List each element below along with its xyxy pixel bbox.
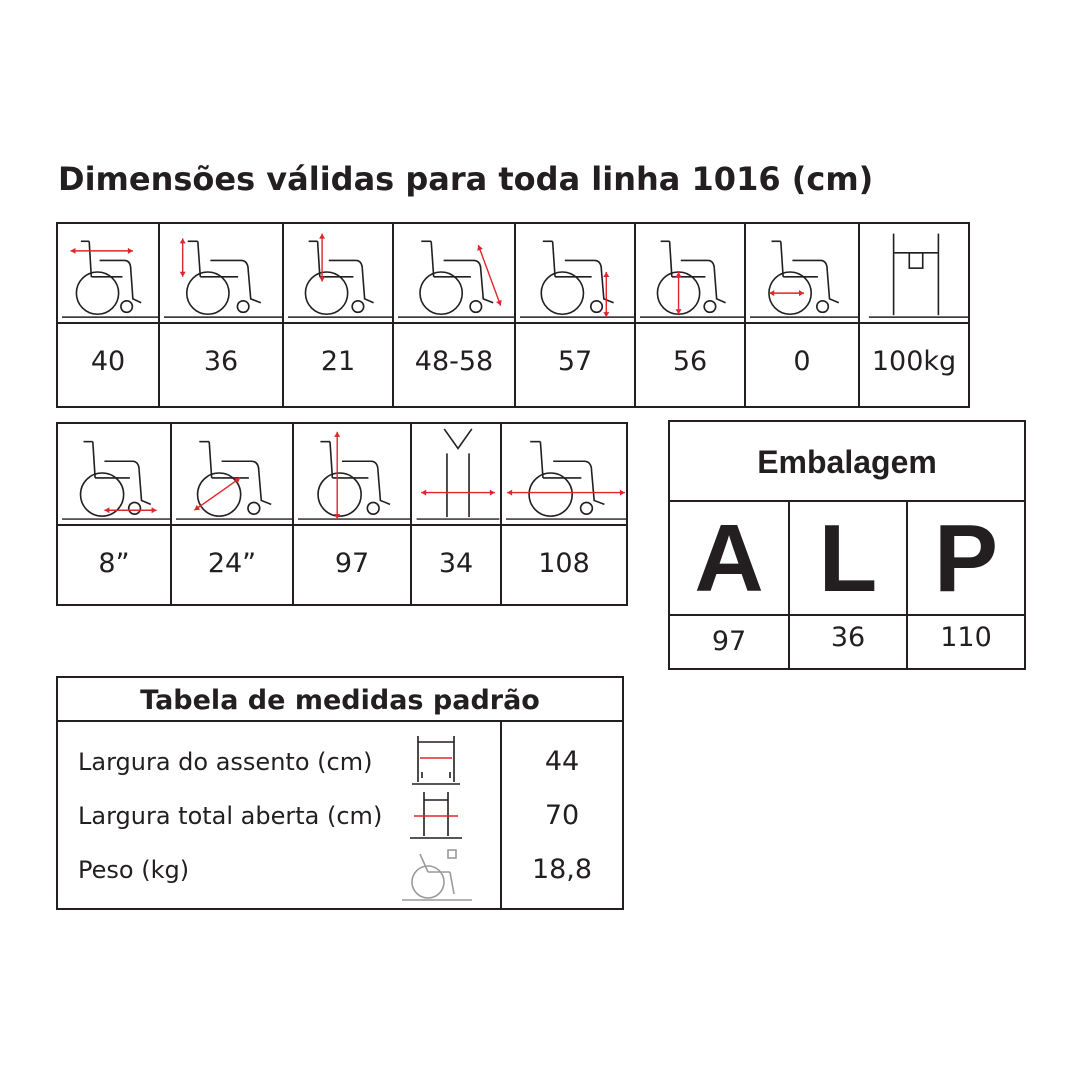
r1-value-0: 40	[90, 346, 126, 377]
wheelchair-total-height-icon-drawing	[294, 424, 414, 522]
embalagem-title: Embalagem	[757, 444, 937, 480]
tabela-value-open-width: 70	[544, 800, 580, 831]
wheelchair-rear-wheel-size-icon	[170, 422, 294, 526]
r2-value-1: 24”	[207, 548, 257, 579]
wheelchair-folded-width-icon	[410, 422, 502, 526]
embalagem-header	[668, 420, 1026, 502]
r2-value-3: 34	[438, 548, 474, 579]
embalagem-value-cell-l	[788, 614, 908, 670]
r1-value-cell-3	[392, 322, 516, 408]
embalagem-letter-cell-a	[668, 500, 790, 616]
r1-value-cell-5	[634, 322, 746, 408]
wheelchair-front-caster-icon-drawing	[58, 424, 174, 522]
open-width-icon	[410, 792, 462, 838]
tabela-value-seat-width: 44	[544, 746, 580, 777]
wheelchair-folded-width-icon-drawing	[412, 424, 504, 522]
r1-value-2: 21	[320, 346, 356, 377]
r1-value-cell-2	[282, 322, 394, 408]
tabela-header	[56, 676, 624, 722]
weight-icon	[402, 850, 472, 900]
wheelchair-total-length-icon	[500, 422, 628, 526]
r1-value-cell-6	[744, 322, 860, 408]
r2-value-cell-2	[292, 524, 412, 606]
embalagem-value-cell-a	[668, 614, 790, 670]
r2-value-0: 8”	[98, 548, 130, 579]
embalagem-letter-l: L	[818, 505, 878, 612]
tabela-row-label-weight: Peso (kg)	[78, 856, 190, 884]
wheelchair-wheel-height-icon	[634, 222, 746, 324]
embalagem-letter-p: P	[933, 505, 999, 612]
r2-value-cell-0	[56, 524, 172, 606]
wheelchair-seat-depth-icon	[56, 222, 160, 324]
wheelchair-total-height-icon	[292, 422, 412, 526]
wheelchair-front-caster-icon	[56, 422, 172, 526]
embalagem-letter-cell-l	[788, 500, 908, 616]
page-title: Dimensões válidas para toda linha 1016 (cm)	[58, 160, 874, 198]
r1-value-cell-7	[858, 322, 970, 408]
r1-value-6: 0	[793, 346, 811, 377]
tabela-row-label-seat-width: Largura do assento (cm)	[78, 748, 373, 776]
wheelchair-seat-depth-icon-drawing	[58, 224, 162, 320]
r1-value-3: 48-58	[414, 346, 494, 377]
r1-value-1: 36	[203, 346, 239, 377]
wheelchair-leg-length-icon	[392, 222, 516, 324]
embalagem-value-l: 36	[830, 622, 866, 653]
tabela-value-weight: 18,8	[531, 854, 593, 885]
wheelchair-total-length-icon-drawing	[502, 424, 630, 522]
r1-value-4: 57	[557, 346, 593, 377]
embalagem-letter-cell-p	[906, 500, 1026, 616]
tabela-icons	[388, 732, 478, 902]
r1-value-7: 100kg	[871, 346, 957, 377]
r2-value-cell-4	[500, 524, 628, 606]
embalagem-value-a: 97	[711, 626, 747, 657]
r2-value-cell-3	[410, 524, 502, 606]
wheelchair-max-weight-icon	[858, 222, 970, 324]
tabela-title: Tabela de medidas padrão	[140, 685, 540, 716]
tabela-labels-cell	[56, 720, 502, 910]
tabela-row-label-open-width: Largura total aberta (cm)	[78, 802, 383, 830]
wheelchair-leg-length-icon-drawing	[394, 224, 518, 320]
seat-width-icon	[412, 736, 460, 784]
wheelchair-backrest-height-icon-drawing	[160, 224, 286, 320]
r2-value-2: 97	[334, 548, 370, 579]
wheelchair-armrest-height-icon-drawing	[284, 224, 396, 320]
embalagem-value-cell-p	[906, 614, 1026, 670]
wheelchair-rear-wheel-size-icon-drawing	[172, 424, 296, 522]
r2-value-4: 108	[538, 548, 590, 579]
r1-value-cell-1	[158, 322, 284, 408]
tabela-values-cell	[500, 720, 624, 910]
wheelchair-max-weight-icon-drawing	[860, 224, 972, 320]
wheelchair-seat-tilt-icon	[744, 222, 860, 324]
wheelchair-seat-height-icon	[514, 222, 636, 324]
embalagem-letter-a: A	[694, 505, 764, 612]
embalagem-value-p: 110	[940, 622, 992, 653]
r1-value-cell-4	[514, 322, 636, 408]
wheelchair-seat-tilt-icon-drawing	[746, 224, 862, 320]
r2-value-cell-1	[170, 524, 294, 606]
wheelchair-wheel-height-icon-drawing	[636, 224, 748, 320]
wheelchair-seat-height-icon-drawing	[516, 224, 638, 320]
r1-value-5: 56	[672, 346, 708, 377]
r1-value-cell-0	[56, 322, 160, 408]
wheelchair-armrest-height-icon	[282, 222, 394, 324]
wheelchair-backrest-height-icon	[158, 222, 284, 324]
